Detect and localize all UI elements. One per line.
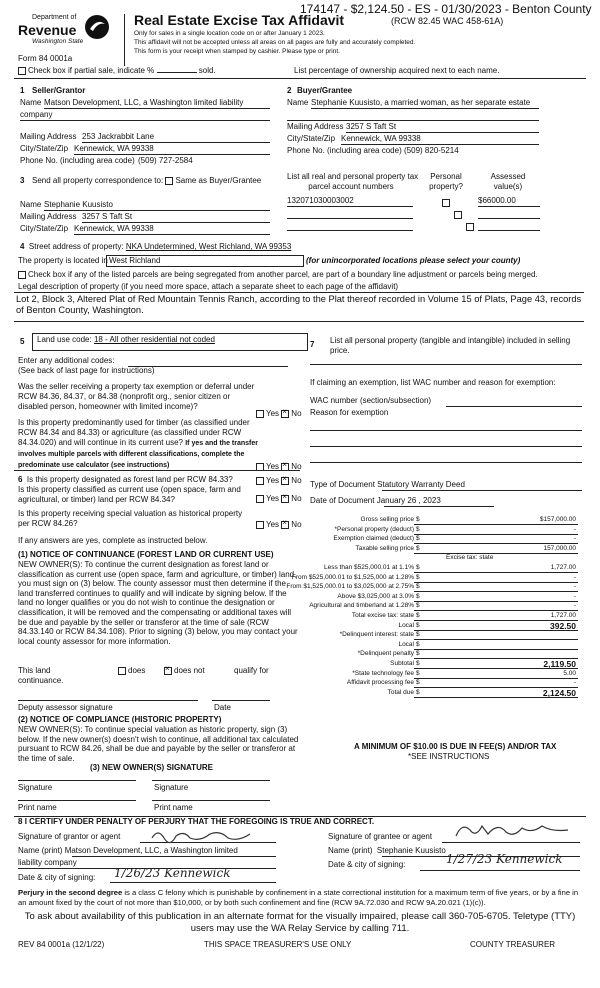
segregate-row (18, 270, 538, 280)
doc-date-label: Date of Document (310, 496, 375, 505)
dollar-sign: $ (416, 669, 420, 677)
notice1-title: (1) NOTICE OF CONTINUANCE (FOREST LAND OR CURRENT USE) (18, 550, 274, 559)
buyer-name-label: Name (287, 98, 309, 107)
doc-date-value[interactable]: January 26 , 2023 (376, 496, 441, 505)
note-3: This form is your receipt when stamped by cashier. Please type or print. (134, 48, 340, 55)
sec5-q1-yes[interactable] (256, 410, 264, 418)
owner-signature-2[interactable]: Signature (154, 783, 189, 792)
buyer-phone[interactable]: (509) 820-5214 (404, 146, 459, 155)
calc-label: Affidavit processing fee (346, 679, 414, 687)
sec6-q3-answer[interactable] (256, 520, 302, 530)
calc-value[interactable]: 5.00 (563, 669, 576, 677)
buyer-phone-label: Phone No. (including area code) (287, 146, 402, 155)
yes-label: Yes (266, 409, 280, 418)
sec6-q1-answer[interactable] (256, 476, 302, 486)
does-not-checkbox[interactable] (164, 667, 172, 675)
segregate-label: Check box if any of the listed parcels are being segregated from another parcel, are part of a boundary line adjustment or parcels being merged. (28, 270, 538, 279)
calc-label: Gross selling price (360, 516, 414, 523)
perjury-notice (18, 888, 584, 907)
buyer-name[interactable]: Stephanie Kuusisto, a married woman, as her separate estate (311, 98, 531, 107)
land-use-label: Land use code: (37, 335, 92, 344)
agency-line3: Washington State (32, 38, 84, 45)
sec5-q2a: Is this property predominantly used for timber (as classified under RCW 84.34 and 84.33) or agriculture (as classified under RCW 84.34.020) and will continue in its current use? (18, 418, 250, 447)
buyer-mail[interactable]: 3257 S Taft St (346, 122, 397, 131)
yes-label: Yes (266, 520, 280, 529)
seller-name-2[interactable]: company (20, 110, 53, 119)
does-option[interactable] (118, 666, 145, 676)
sec5-q1-answer[interactable] (256, 409, 302, 419)
calc-value[interactable]: 1,727.00 (550, 612, 576, 619)
doc-date-row (310, 496, 441, 506)
reason-label: Reason for exemption (310, 408, 389, 417)
calc-label: Local (398, 621, 414, 629)
calc-value[interactable]: - (573, 573, 576, 581)
note-2: This affidavit will not be accepted unless all areas on all pages are fully and accurately completed. (134, 39, 416, 46)
seller-heading: Seller/Grantor (32, 86, 86, 95)
sec7-label: List all personal property (tangible and intangible) included in selling price. (330, 336, 571, 355)
grantee-name[interactable]: Stephanie Kuusisto (376, 846, 446, 855)
street-label: Street address of property: (28, 242, 124, 251)
revenue-swirl-icon (84, 14, 110, 40)
dollar-sign: $ (416, 650, 420, 658)
notice2-title: (2) NOTICE OF COMPLIANCE (HISTORIC PROPERTY) (18, 715, 222, 724)
agency-logo (18, 14, 118, 54)
calc-value[interactable]: - (573, 535, 576, 543)
personal-header-1: Personal (430, 172, 462, 181)
grantor-signature-scribble-icon (150, 826, 260, 844)
this-land-row (18, 666, 50, 676)
grantee-name-row (328, 846, 446, 856)
sec6-q1-no[interactable] (281, 477, 289, 485)
agency-line1: Department of (32, 14, 77, 21)
calc-value[interactable]: - (573, 583, 576, 591)
owner-signature-heading: (3) NEW OWNER(S) SIGNATURE (90, 763, 213, 772)
sec5-q2 (18, 418, 258, 471)
dollar-sign: $ (416, 679, 420, 687)
grantor-date-city[interactable]: 1/26/23 Kennewick (114, 866, 231, 880)
parcel-header-2: parcel account numbers (308, 182, 394, 191)
calc-label: Taxable selling price (355, 544, 414, 552)
calc-value[interactable]: - (573, 525, 576, 533)
seller-name[interactable]: Matson Development, LLC, a Washington limited liability (44, 98, 244, 107)
partial-sale-checkbox[interactable] (18, 67, 26, 75)
calc-label: Above $3,025,000 at 3.0% (337, 592, 414, 600)
buyer-mail-label: Mailing Address (287, 122, 344, 131)
assessed-header-2: value(s) (493, 182, 523, 191)
notice1-text: NEW OWNER(S): To continue the current designation as forest land or classification as current use (open space, farm and agriculture, or timber) land, you must sign on (3) below. The county assessor must then determine if the land transferred continues to qualify and will indicate by signing below. If the land no longer qualifies or you do not wish to continue the designation or classification, it will be removed and the compensating or additional taxes will be due and payable by the seller or transferor at the time of sale (RCW 84.33.140 or RCW 84.34.108). Prior to signing (3) below, you may contact your local county assessor for more information. (18, 560, 298, 646)
partial-sale-suffix: sold. (198, 66, 216, 75)
form-number: Form 84 0001a (18, 54, 73, 63)
sec6-q1 (18, 475, 233, 485)
partial-sale-label: Check box if partial sale, indicate % (28, 66, 155, 75)
minimum-due: A MINIMUM OF $10.00 IS DUE IN FEE(S) AND/OR TAX (354, 742, 557, 751)
corr-label-text: Send all property correspondence to: (32, 176, 164, 185)
seller-phone[interactable]: (509) 727-2584 (138, 156, 193, 165)
footer-right: COUNTY TREASURER (470, 940, 556, 949)
calc-label: *Personal property (deduct) (334, 525, 414, 533)
same-as-buyer-label: Same as Buyer/Grantee (175, 176, 262, 185)
sec6-q1-yes[interactable] (256, 477, 264, 485)
partial-sale[interactable] (18, 66, 216, 76)
dollar-sign: $ (416, 535, 420, 543)
stamp-line: 174147 - $2,124.50 - ES - 01/30/2023 - Benton County (300, 2, 592, 16)
owner-print-1[interactable]: Print name (18, 803, 57, 812)
perjury-rest: is a class C felony which is punishable by confinement in a state correctional institution for a maximum term of five years, or by a fine in an amount fixed by the court of not more than $10,000, or by both such confinement and fine (RCW 9A.72.030 and RCW 9A.20.021 (1)(c)). (18, 888, 579, 907)
notice2-text: NEW OWNER(S): To continue special valuation as historic property, sign (3) below. If the new owner(s) doesn't wish to continue, all additional tax calculated pursuant to RCW 84.26, shall be due and payable by the seller or transferor at the time of sale. (18, 725, 299, 763)
located-row (18, 256, 108, 266)
list-percentage: List percentage of ownership acquired next to each name. (294, 66, 500, 75)
parcel-number[interactable]: 132071030003002 (287, 196, 354, 205)
grantee-date-city[interactable]: 1/27/23 Kennewick (446, 852, 563, 866)
parcel-header-1: List all real and personal property tax (287, 172, 419, 181)
additional-codes: Enter any additional codes: (18, 356, 115, 365)
parcel-header (287, 172, 419, 192)
dollar-sign: $ (416, 583, 420, 591)
calc-value[interactable]: - (573, 602, 576, 610)
seller-city-label: City/State/Zip (20, 144, 69, 153)
personal-header-2: property? (429, 182, 463, 191)
personal-property-checkbox-1[interactable] (442, 199, 450, 207)
located-label: The property is located in (18, 256, 108, 265)
grantor-date-label: Date & city of signing: (18, 873, 96, 882)
assessed-header (478, 172, 538, 192)
deputy-signature-label: Deputy assessor signature (18, 703, 113, 712)
seller-phone-label: Phone No. (including area code) (20, 156, 135, 165)
calc-label: Subtotal (390, 660, 414, 667)
sec6-q3-yes[interactable] (256, 521, 264, 529)
sec6-q2-answer[interactable] (256, 494, 302, 504)
note-1: Only for sales in a single location code on or after January 1 2023. (134, 30, 325, 37)
doc-type-value[interactable]: Statutory Warranty Deed (377, 480, 465, 489)
perjury-bold: Perjury in the second degree (18, 888, 123, 897)
no-label: No (291, 462, 302, 471)
calc-label: From $525,000.01 to $1,525,000 at 1.28% (291, 573, 414, 581)
does-not-option[interactable] (164, 666, 205, 676)
same-as-buyer-checkbox[interactable] (165, 177, 173, 185)
sec5-q1-no[interactable] (281, 410, 289, 418)
doc-type-label: Type of Document (310, 480, 375, 489)
grantee-signature-scribble-icon (452, 820, 572, 842)
no-label: No (291, 409, 302, 418)
sec6-q2: Is this property classified as current use (open space, farm and agricultural, or timber) land per RCW 84.34? (18, 485, 241, 504)
calc-label: From $1,525,000.01 to $3,025,000 at 2.75% (286, 583, 414, 591)
corr-num: 3 (20, 176, 25, 185)
dollar-sign: $ (416, 602, 420, 610)
owner-signature-1[interactable]: Signature (18, 783, 53, 792)
uninc-note: (for unincorporated locations please select your county) (306, 256, 521, 265)
dollar-sign: $ (416, 573, 420, 581)
dollar-sign: $ (416, 660, 420, 667)
calc-value[interactable]: 2,119.50 (543, 659, 576, 669)
continuance-label: continuance. (18, 676, 64, 685)
calc-value[interactable]: $157,000.00 (539, 516, 576, 523)
does-checkbox[interactable] (118, 667, 126, 675)
street-num: 4 (20, 242, 25, 251)
buyer-heading: Buyer/Grantee (297, 86, 353, 95)
no-label: No (291, 476, 302, 485)
calc-label: *Delinquent interest: state (339, 631, 414, 639)
personal-header (426, 172, 466, 192)
grantee-name-label: Name (print) (328, 846, 373, 855)
grantee-date-label: Date & city of signing: (328, 860, 406, 869)
assessed-value[interactable]: $66000.00 (478, 196, 516, 205)
corr-city-label: City/State/Zip (20, 224, 69, 233)
grantor-name-label: Name (print) (18, 846, 63, 855)
no-label: No (291, 520, 302, 529)
corr-name[interactable]: Stephanie Kuusisto (44, 200, 113, 209)
calc-label: Less than $525,000.01 at 1.1% (324, 564, 414, 571)
seller-name-label: Name (20, 98, 42, 107)
dollar-sign: $ (416, 640, 420, 648)
personal-property-checkbox-2[interactable] (454, 211, 462, 219)
sec8-num: 8 (18, 817, 23, 826)
assessed-header-1: Assessed (490, 172, 526, 181)
located-field[interactable]: West Richland (106, 255, 304, 267)
deputy-date-label: Date (214, 703, 231, 712)
owner-print-2[interactable]: Print name (154, 803, 193, 812)
certify-text: I CERTIFY UNDER PENALTY OF PERJURY THAT THE FOREGOING IS TRUE AND CORRECT. (24, 817, 375, 826)
seller-mail[interactable]: 253 Jackrabbit Lane (82, 132, 155, 141)
see-instructions: *SEE INSTRUCTIONS (408, 752, 490, 761)
calc-value[interactable]: 392.50 (550, 620, 576, 631)
calc-value[interactable]: 2,124.50 (542, 687, 576, 698)
grantor-name[interactable]: Matson Development, LLC, a Washington limited (64, 846, 238, 855)
grantee-signature[interactable] (452, 820, 572, 844)
qualify-label: qualify for (234, 666, 269, 675)
buyer-city-label: City/State/Zip (287, 134, 336, 143)
personal-property-checkbox-3[interactable] (466, 223, 474, 231)
doc-type-row (310, 480, 465, 490)
yes-label: Yes (266, 494, 280, 503)
sec7-num: 7 (310, 340, 315, 349)
grantee-sig-label: Signature of grantee or agent (328, 832, 433, 841)
land-use-box[interactable] (32, 333, 308, 351)
buyer-num: 2 (287, 86, 292, 95)
grantor-sig-label: Signature of grantor or agent (18, 832, 121, 841)
calc-label: *State technology fee (352, 669, 414, 677)
sec6-q2-yes[interactable] (256, 495, 264, 503)
legal-description[interactable]: Lot 2, Block 3, Altered Plat of Red Mountain Tennis Ranch, according to the Plat thereof recorded in Volume 15 of Plats, Page 43, records of Benton County, Washington. (14, 292, 584, 322)
calc-value[interactable]: - (573, 592, 576, 600)
alt-format: To ask about availability of this publication in an alternate format for the visually impaired, please call 360-705-6705. Teletype (TTY) users may use the WA Relay Service by calling 711. (24, 911, 576, 934)
dollar-sign: $ (416, 621, 420, 629)
this-land-label: This land (18, 666, 51, 675)
calc-label: Local (398, 640, 414, 648)
seller-city[interactable]: Kennewick, WA 99338 (74, 144, 154, 153)
excise-state-label: Excise tax: state (446, 554, 494, 562)
corr-city[interactable]: Kennewick, WA 99338 (74, 224, 154, 233)
sec6-num: 6 (18, 475, 23, 484)
dollar-sign: $ (416, 631, 420, 639)
form-title-ref: (RCW 82.45 WAC 458-61A) (391, 16, 504, 26)
dollar-sign: $ (416, 688, 420, 696)
sec5-q2b: If yes and the transfer involves multiple parcels with different classifications, complete the predominate use calculator (see instructions) (18, 440, 258, 469)
yes-label: Yes (266, 476, 280, 485)
dollar-sign: $ (416, 592, 420, 600)
grantor-signature[interactable] (150, 826, 260, 848)
exemption-label: If claiming an exemption, list WAC number and reason for exemption: (310, 378, 556, 387)
calc-value[interactable]: - (573, 679, 576, 687)
legal-label: Legal description of property (if you need more space, attach a separate sheet to each page of the affidavit) (18, 282, 399, 291)
see-back: (See back of last page for instructions) (18, 366, 155, 375)
calc-label: Total due (387, 688, 414, 696)
footer-rev: REV 84 0001a (12/1/22) (18, 940, 105, 949)
calc-label: Exemption claimed (deduct) (333, 535, 414, 543)
grantor-name-row (18, 846, 238, 856)
calc-label: *Delinquent penalty (357, 650, 414, 658)
corr-name-label: Name (20, 200, 42, 209)
dollar-sign: $ (416, 525, 420, 533)
sec6-q3-no[interactable] (281, 521, 289, 529)
corr-mail-label: Mailing Address (20, 212, 77, 221)
calc-label: Agricultural and timberland at 1.28% (309, 602, 414, 610)
sec5-q1: Was the seller receiving a property tax exemption or deferral under RCW 84.36, 84.37, or 84.38 (nonprofit org., senior citizen or disabled person, homeowner with limited income)? (18, 382, 255, 411)
sec6-q3: Is this property receiving special valuation as historical property per RCW 84.26? (18, 509, 243, 528)
dollar-sign: $ (416, 516, 420, 523)
sec5-num: 5 (20, 337, 25, 346)
seller-num: 1 (20, 86, 25, 95)
does-not-label: does not (174, 666, 205, 675)
street-value[interactable]: NKA Undetermined, West Richland, WA 99353 (125, 242, 292, 251)
dollar-sign: $ (416, 544, 420, 552)
yes-label: Yes (266, 462, 280, 471)
does-label: does (128, 666, 146, 675)
seller-mail-label: Mailing Address (20, 132, 77, 141)
calc-label: Total excise tax: state (351, 612, 414, 619)
dollar-sign: $ (416, 564, 420, 571)
sec6-q1-text: Is this property designated as forest land per RCW 84.33? (26, 475, 233, 484)
grantor-name-2[interactable]: liability company (18, 858, 77, 867)
segregate-checkbox[interactable] (18, 271, 26, 279)
sec6-q2-no[interactable] (281, 495, 289, 503)
dollar-sign: $ (416, 612, 420, 619)
calc-table (286, 516, 582, 746)
land-use-value[interactable]: 18 - All other residential not coded (93, 335, 215, 344)
street-row (20, 242, 291, 252)
calc-value[interactable]: 157,000.00 (543, 544, 576, 552)
footer-center: THIS SPACE TREASURER'S USE ONLY (204, 940, 352, 949)
form-title: Real Estate Excise Tax Affidavit (134, 12, 345, 28)
if-yes: If any answers are yes, complete as instructed below. (18, 536, 208, 545)
buyer-city[interactable]: Kennewick, WA 99338 (341, 134, 421, 143)
corr-mail[interactable]: 3257 S Taft St (82, 212, 133, 221)
calc-value[interactable]: 1,727.00 (550, 564, 576, 571)
agency-line2: Revenue (18, 22, 77, 38)
corr-label (32, 176, 261, 186)
no-label: No (291, 494, 302, 503)
wac-label: WAC number (section/subsection) (310, 396, 432, 405)
